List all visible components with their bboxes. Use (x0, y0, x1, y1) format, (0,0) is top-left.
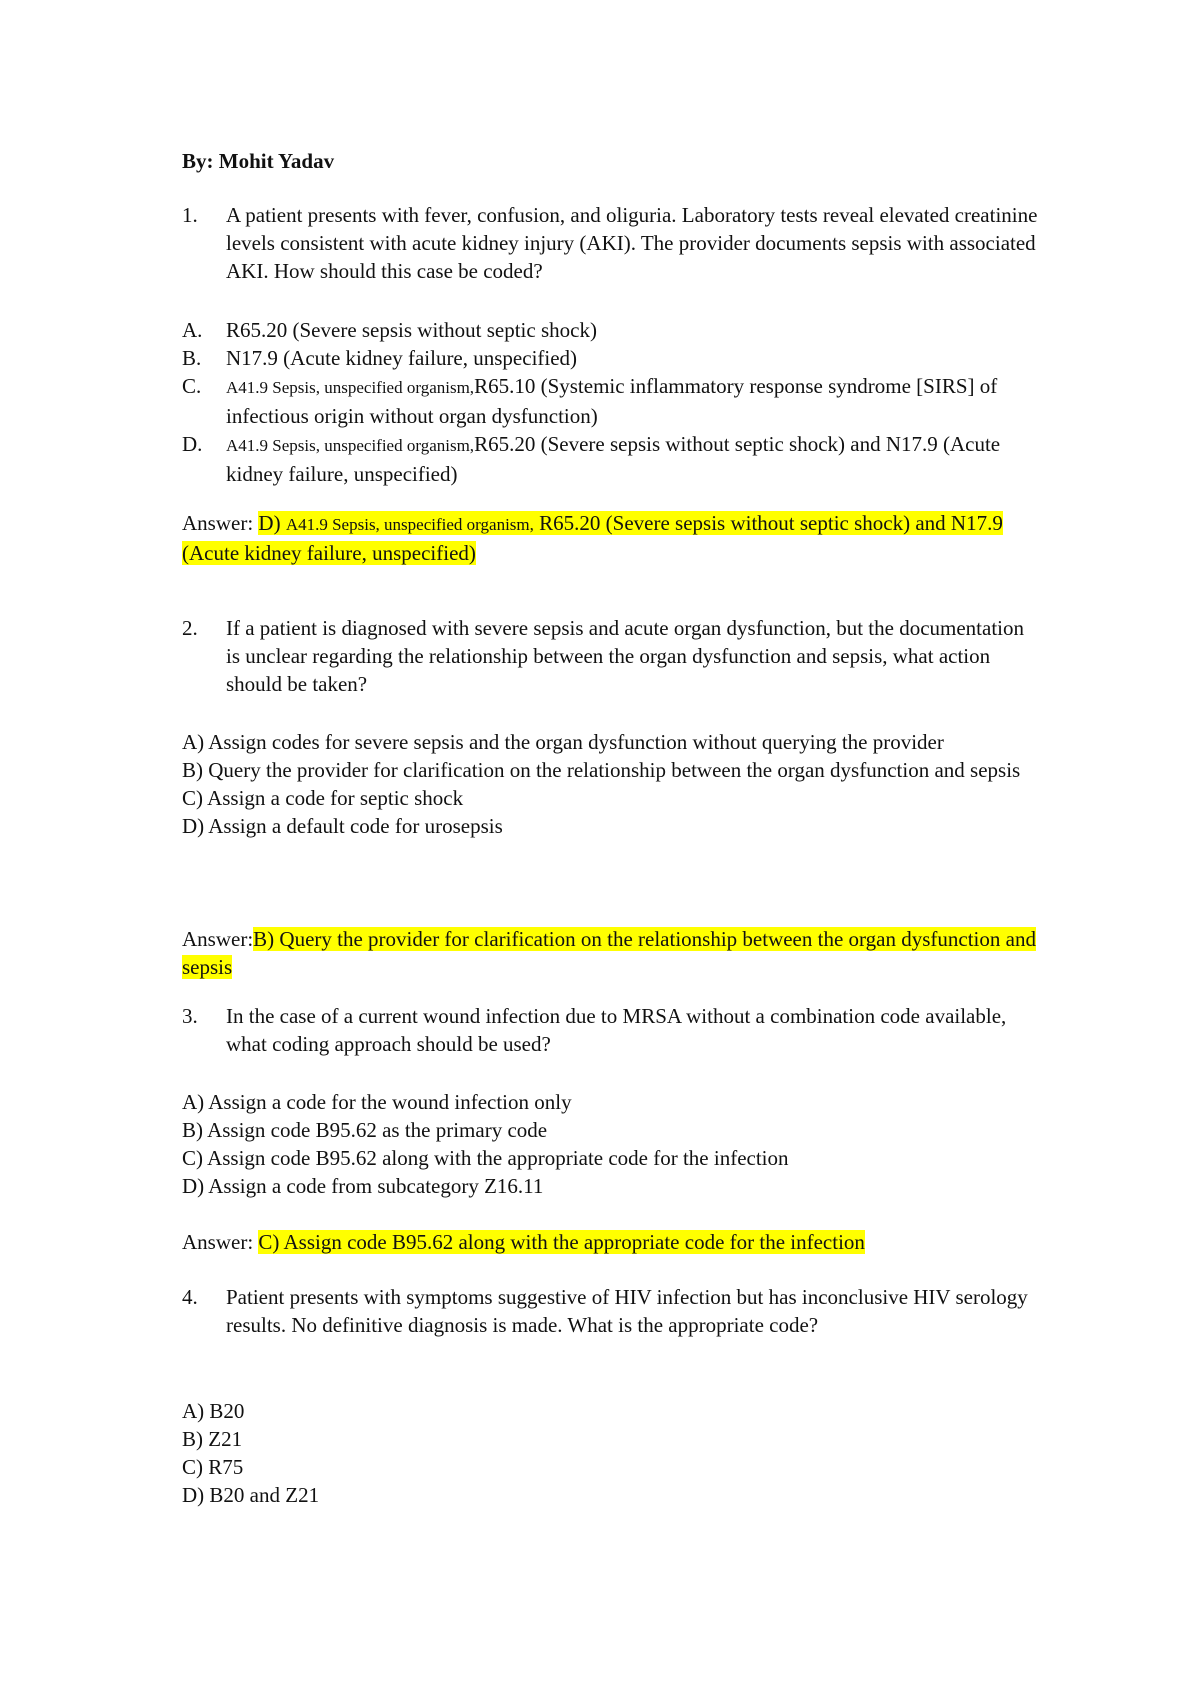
option-letter: B. (182, 346, 202, 370)
option-letter: A. (182, 318, 203, 342)
question-3-answer (182, 1228, 1042, 1256)
answer-label: Answer: (182, 927, 254, 951)
question-number: 4. (182, 1285, 198, 1309)
question-2-answer (182, 925, 1042, 981)
question-number: 1. (182, 203, 198, 227)
option-text (226, 372, 1042, 430)
option-d: D) Assign a code from subcategory Z16.11 (182, 1174, 544, 1198)
option-c (182, 372, 1042, 430)
option-b (182, 344, 1042, 372)
option-letter: C. (182, 374, 202, 398)
option-code-prefix: A41.9 Sepsis, unspecified organism, (226, 436, 475, 455)
option-b: B) Z21 (182, 1427, 243, 1451)
option-text (226, 430, 1042, 488)
option-c: C) Assign code B95.62 along with the appropriate code for the infection (182, 1146, 789, 1170)
question-1-options (182, 316, 1042, 488)
option-d: D) B20 and Z21 (182, 1483, 320, 1507)
answer-text: R65.20 (Severe sepsis without septic shock) and N17.9 (Acute kidney failure, unspecified) (182, 511, 1003, 565)
answer-label: Answer: (182, 511, 259, 535)
question-number: 3. (182, 1004, 198, 1028)
option-a: A) B20 (182, 1399, 245, 1423)
answer-highlight: B) Query the provider for clarification on the relationship between the organ dysfunction and sepsis (182, 927, 1036, 979)
question-text: A patient presents with fever, confusion, and oliguria. Laboratory tests reveal elevated creatinine levels consistent with acute kidney injury (AKI). The provider documents sepsis with associated AKI. How should this case be coded? (226, 203, 1038, 283)
answer-highlight: C) Assign code B95.62 along with the appropriate code for the infection (258, 1230, 865, 1254)
question-text: Patient presents with symptoms suggestive of HIV infection but has inconclusive HIV serology results. No definitive diagnosis is made. What is the appropriate code? (226, 1285, 1028, 1337)
option-d: D) Assign a default code for urosepsis (182, 814, 503, 838)
question-1-answer (182, 509, 1042, 567)
question-2-options (182, 728, 1042, 840)
answer-label: Answer: (182, 1230, 259, 1254)
option-a: A) Assign codes for severe sepsis and the organ dysfunction without querying the provider (182, 730, 944, 754)
question-3-options (182, 1088, 1042, 1200)
option-code-text: R65.10 (Systemic inflammatory response syndrome [SIRS] of infectious origin without organ dysfunction) (226, 374, 998, 428)
option-c: C) R75 (182, 1455, 244, 1479)
author-line: By: Mohit Yadav (182, 149, 335, 173)
question-number: 2. (182, 616, 198, 640)
question-text: If a patient is diagnosed with severe sepsis and acute organ dysfunction, but the documentation is unclear regarding the relationship between the organ dysfunction and sepsis, what action should be taken? (226, 616, 1024, 696)
answer-code: A41.9 Sepsis, unspecified organism, (285, 515, 534, 534)
question-text: In the case of a current wound infection due to MRSA without a combination code available, what coding approach should be used? (226, 1004, 1007, 1056)
option-d (182, 430, 1042, 488)
question-4-options (182, 1397, 1042, 1509)
option-letter: D. (182, 432, 203, 456)
question-3 (182, 1002, 1042, 1058)
option-code-text: R65.20 (Severe sepsis without septic shock) and N17.9 (Acute kidney failure, unspecified) (226, 432, 1001, 486)
option-c: C) Assign a code for septic shock (182, 786, 464, 810)
answer-letter: D) (258, 511, 286, 535)
question-2 (182, 614, 1042, 698)
option-text: R65.20 (Severe sepsis without septic shock) (226, 318, 597, 342)
option-text: N17.9 (Acute kidney failure, unspecified) (226, 346, 578, 370)
option-a: A) Assign a code for the wound infection only (182, 1090, 572, 1114)
question-4 (182, 1283, 1042, 1339)
answer-highlight (182, 511, 1003, 565)
option-b: B) Query the provider for clarification on the relationship between the organ dysfunction and sepsis (182, 758, 1021, 782)
option-b: B) Assign code B95.62 as the primary code (182, 1118, 548, 1142)
question-1 (182, 201, 1042, 285)
option-code-prefix: A41.9 Sepsis, unspecified organism, (226, 378, 475, 397)
option-a (182, 316, 1042, 344)
